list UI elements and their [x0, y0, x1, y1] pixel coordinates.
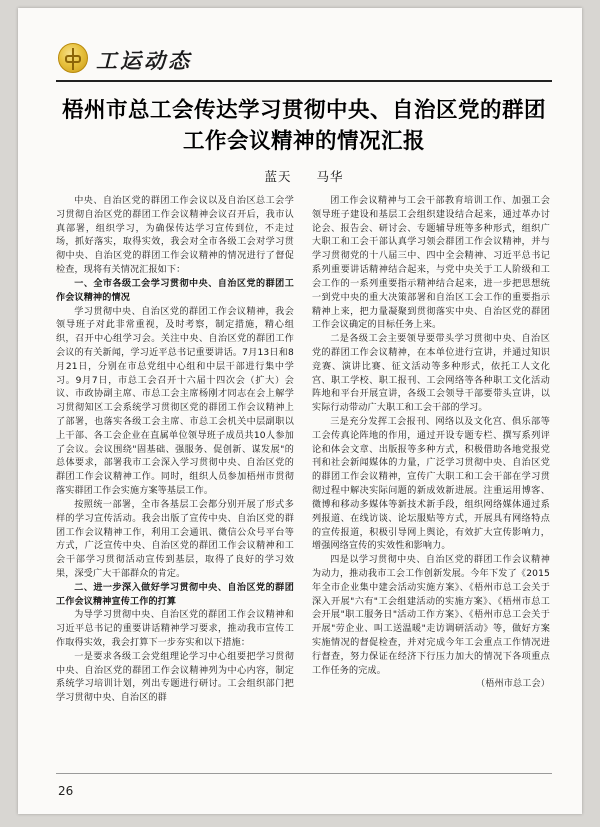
article-source: （梧州市总工会）: [476, 679, 550, 690]
masthead: [56, 38, 552, 84]
paragraph: 四是以学习贯彻中央、自治区党的群团工作会议精神为动力，推动我市工会工作创新发展。今年下发了《2015年全市企业集中建会活动实施方案》、《梧州市总工会关于深入开展"六有"工会组建活动的实施方案》、《梧州市总工会开展"职工服务日"活动工作方案》、《梧州市总工会关于开展"劳企业、叫工送温暖"走访调研活动》等，做好方案实施情况的督促检查，并对完成今年工会重点工作情况进行督查，努力保证在经济下行压力加大的情况下各项重点工作任务的完成。: [312, 555, 550, 676]
column-left: [56, 195, 294, 706]
article-byline: [56, 167, 552, 185]
page-number: 26: [58, 784, 74, 798]
page-content: [56, 38, 552, 794]
section-heading: 一、全市各级工会学习贯彻中央、自治区党的群团工作会议精神的情况: [56, 278, 294, 303]
masthead-divider: [56, 80, 552, 82]
union-emblem-icon: [58, 43, 88, 73]
paragraph: 团工作会议精神与工会干部教育培训工作、加强工会领导班子建设和基层工会组织建设结合起来，通过革办讨论会、报告会、研讨会、专题辅导班等多种形式，组织广大职工和工会干部认真学习领会群团工作会议精神，并与学习贯彻党的十八届三中、四中全会精神、习近平总书记系列重要讲话精神结合起来，与党中央关于工人阶级和工会工作的一系列重要指示精神结合起来，进一步把思想统一到党中央的重大决策部署和自治区工会工作的重要指示精神上来，把力量凝聚到贯彻落实中央、自治区党的群团工作会议确定的目标任务上来。: [312, 196, 550, 331]
footer-divider: [56, 773, 552, 774]
article-headline: 梧州市总工会传达学习贯彻中央、自治区党的群团工作会议精神的情况汇报: [61, 98, 546, 154]
column-right: [312, 195, 550, 692]
paragraph: 为导学习贯彻中央、自治区党的群团工作会议精神和习近平总书记的重要讲话精神学习要求，推动我市宣传工作取得实效，我会打算下一步夯实和以下措施：: [56, 610, 294, 649]
paragraph: 按照统一部署，全市各基层工会都分别开展了形式多样的学习宣传活动。我会出版了宣传中央、自治区党的群团工作会议精神工作，利用工会通讯、微信公众号平台等方式，广泛宣传中央、自治区党的群团工作会议精神和工会干部学习贯彻活动宣传到基层，取得了良好的学习效果，深受广大干部群众的肯定。: [56, 499, 294, 579]
paragraph: 一是要求各级工会党组理论学习中心组要把学习贯彻中央、自治区党的群团工作会议精神列为中心内容，制定系统学习培训计划，列出专题进行研讨。工会组织部门把学习贯彻中央、自治区的群: [56, 651, 294, 704]
paragraph: 三是充分发挥工会报刊、网络以及文化宫、俱乐部等工会传真论阵地的作用，通过开设专题专栏、撰写系列评论和体会文章、出版报等多种方式，积极借助各地党报党刊和社会新闻媒体的力量，广泛学习贯彻中央、自治区党的群团工作会议精神，宣传广大职工和工会干部在学习贯彻过程中解决实际问题的新成效新进展。注重运用博客、微博和移动多媒体等新技术新手段，组织网络媒体通过系列报道、在线访谈、论坛服贴等方式，开展具有网络特点的宣传报道，积极引导网上舆论，有效扩大宣传影响力，增强网络宣传的实效性和影响力。: [312, 417, 550, 552]
document-page: [18, 8, 582, 814]
paragraph: 二是各级工会主要领导要带头学习贯彻中央、自治区党的群团工作会议精神，在本单位进行宣讲，并通过知识竞赛、演讲比赛、征文活动等多种形式，依托工人文化宫、职工学校、职工报刊、工会网络等各种职工文化活动阵地和平台开展宣讲，各级工会领导干部要带头宣讲，以实际行动带动广大职工和工会干部的学习。: [312, 334, 550, 414]
section-heading: 二、进一步深入做好学习贯彻中央、自治区党的群团工作会议精神宣传工作的打算: [56, 582, 294, 607]
paragraph: 学习贯彻中央、自治区党的群团工作会议精神，我会领导班子对此非常重视，及时考察，制定措施，精心组织，召开中心组学习会。关注中央、自治区党的群团工作会议的有关新闻，学习近平总书记重要讲话。7月13日和8月21日，分别在市总党组中心组和中层干部进行集中学习。9月7日，市总工会召开十六届十四次会（扩大）会议、市政协副主席、市总工会主席杨刚才同志在会上解学习贯彻知区工会系统学习贯彻区党的群团工作会议精神上了部署，也落实各级工会主席、市总工会机关中层副职以上干部、各工会企业在直属单位领导班子成员共10人参加了会议。会议围绕"固基础、强服务、促创新、谋发展"的总体要求，部署我市工会深入学习贯彻中央、自治区党的群团工作会议精神工作。同时，组织人员参加梧州市贯彻落实群团工作会实施方案等基层工作。: [56, 306, 294, 497]
author-name-1: 蓝天: [264, 169, 292, 185]
paragraph: 中央、自治区党的群团工作会议以及自治区总工会学习贯彻自治区党的群团工作会议精神会议召开后，我市认真部署，组织学习，为确保传达学习宣传到位，不走过场，抓好落实，取得实效，我会对全市各级工会对学习贯彻中央、自治区党的群团工作会议精神的情况进行了督促检查，现将有关情况汇报如下：: [56, 196, 294, 276]
masthead-title: 工运动态: [96, 48, 192, 73]
author-name-2: 马华: [316, 169, 344, 185]
article-body: [56, 195, 552, 706]
